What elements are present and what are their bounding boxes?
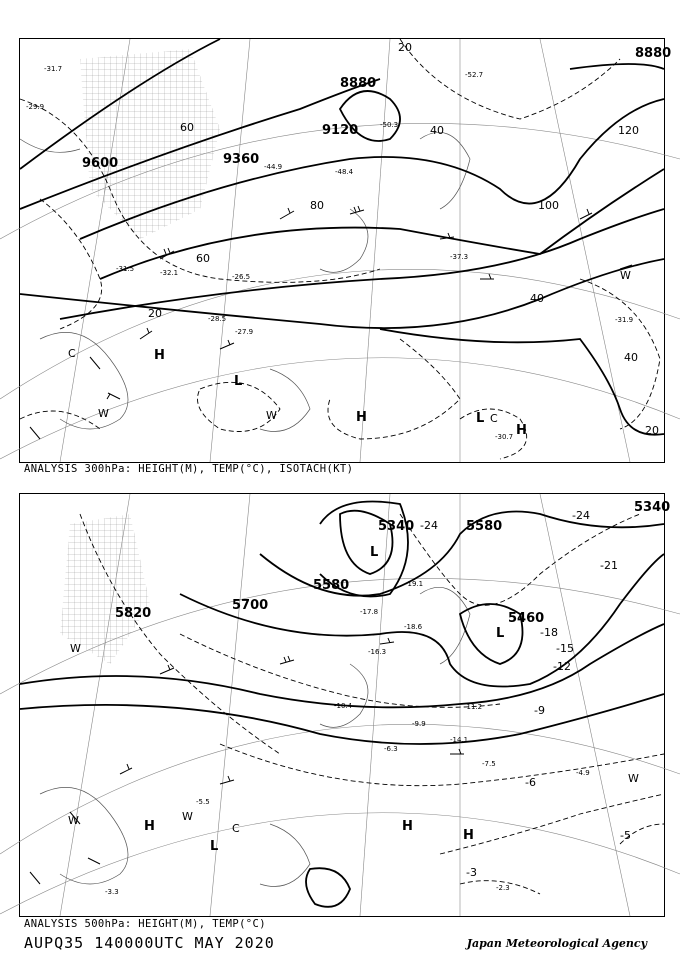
height-label: 5580	[466, 519, 503, 534]
temp-value: -3.3	[105, 888, 119, 896]
temp-value: -31.9	[615, 316, 634, 324]
temp-value: -19.1	[405, 580, 424, 588]
temp-contour-label: -18	[540, 626, 558, 639]
warm-center-marker: W	[628, 772, 639, 785]
temp-contour-label: -12	[553, 660, 571, 673]
warm-center-marker: W	[98, 407, 109, 420]
temp-value: -26.5	[232, 273, 251, 281]
height-label: 8880	[340, 76, 377, 91]
temp-value: -48.4	[335, 168, 354, 176]
high-pressure-marker: H	[154, 348, 165, 363]
temp-value: -5.5	[196, 798, 210, 806]
temp-contour-label: -9	[534, 704, 545, 717]
low-pressure-marker: L	[496, 626, 505, 641]
temp-value: -30.7	[495, 433, 514, 441]
height-label: 5580	[313, 578, 350, 593]
high-pressure-marker: H	[402, 819, 413, 834]
warm-center-marker: W	[182, 810, 193, 823]
map-300hpa-canvas	[20, 39, 672, 462]
temp-value: -17.8	[360, 608, 379, 616]
isotach-label: 120	[618, 124, 639, 137]
isotach-label: 20	[645, 424, 659, 437]
high-pressure-marker: H	[516, 423, 527, 438]
map-500hpa	[19, 493, 671, 917]
temp-value: -6.3	[384, 745, 398, 753]
high-pressure-marker: H	[144, 819, 155, 834]
panel-caption-300hpa: ANALYSIS 300hPa: HEIGHT(M), TEMP(°C), ISOTACH(KT)	[24, 463, 354, 475]
low-pressure-marker: L	[234, 374, 243, 389]
isotach-label: 60	[196, 252, 210, 265]
temp-value: -18.6	[404, 623, 423, 631]
cold-center-marker: C	[232, 822, 240, 835]
map-300hpa	[19, 38, 672, 463]
temp-value: -7.5	[482, 760, 496, 768]
low-pressure-marker: L	[370, 545, 379, 560]
height-label: 8880	[635, 46, 672, 61]
isotach-label: 100	[538, 199, 559, 212]
temp-value: -28.5	[208, 315, 227, 323]
temp-value: -52.7	[465, 71, 484, 79]
temp-value: -4.9	[576, 769, 590, 777]
warm-center-marker: W	[620, 269, 631, 282]
cold-center-marker: C	[68, 347, 76, 360]
cold-center-marker: C	[490, 412, 498, 425]
height-label: 5340	[378, 519, 415, 534]
temp-value: -50.3	[380, 121, 399, 129]
low-pressure-marker: L	[476, 411, 485, 426]
low-pressure-marker: L	[210, 839, 219, 854]
temp-contour-label: -24	[572, 509, 590, 522]
temp-contour-label: -21	[600, 559, 618, 572]
temp-contour-label: -3	[466, 866, 477, 879]
temp-contour-label: -15	[556, 642, 574, 655]
height-label: 9120	[322, 123, 359, 138]
isotach-label: 80	[310, 199, 324, 212]
warm-center-marker: W	[266, 409, 277, 422]
temp-contour-label: -24	[420, 519, 438, 532]
temp-value: -11.2	[464, 703, 483, 711]
temp-value: -37.3	[450, 253, 469, 261]
warm-center-marker: W	[70, 642, 81, 655]
temp-value: -29.9	[26, 103, 45, 111]
temp-value: -14.1	[450, 736, 469, 744]
height-label: 9600	[82, 156, 119, 171]
wind-barbs	[30, 206, 632, 439]
isotach-label: 20	[148, 307, 162, 320]
temp-value: -10.4	[334, 702, 353, 710]
height-label: 5460	[508, 611, 545, 626]
map-500hpa-canvas	[20, 494, 671, 916]
isotach-label: 40	[430, 124, 444, 137]
warm-center-marker: W	[68, 814, 79, 827]
coastlines	[20, 132, 470, 431]
temp-value: -27.9	[235, 328, 254, 336]
temp-contour-label: -6	[525, 776, 536, 789]
height-label: 9360	[223, 152, 260, 167]
temp-value: -31.5	[116, 265, 135, 273]
agency-name: Japan Meteorological Agency	[466, 937, 647, 950]
temp-value: -16.3	[368, 648, 387, 656]
temp-value: -2.3	[496, 884, 510, 892]
chart-code: AUPQ35 140000UTC MAY 2020	[24, 934, 275, 952]
temperature-contours	[80, 514, 664, 894]
height-label: 5700	[232, 598, 269, 613]
height-label: 5340	[634, 500, 671, 515]
temp-contour-label: -5	[620, 829, 631, 842]
temp-value: -44.9	[264, 163, 283, 171]
panel-caption-500hpa: ANALYSIS 500hPa: HEIGHT(M), TEMP(°C)	[24, 918, 266, 930]
wind-barbs	[30, 638, 464, 884]
isotach-label: 40	[530, 292, 544, 305]
isotach-label: 20	[398, 41, 412, 54]
high-pressure-marker: H	[356, 410, 367, 425]
height-label: 5820	[115, 606, 152, 621]
isotach-label: 40	[624, 351, 638, 364]
temp-value: -31.7	[44, 65, 63, 73]
isotach-label: 60	[180, 121, 194, 134]
high-pressure-marker: H	[463, 828, 474, 843]
temp-value: -9.9	[412, 720, 426, 728]
temp-value: -32.1	[160, 269, 179, 277]
